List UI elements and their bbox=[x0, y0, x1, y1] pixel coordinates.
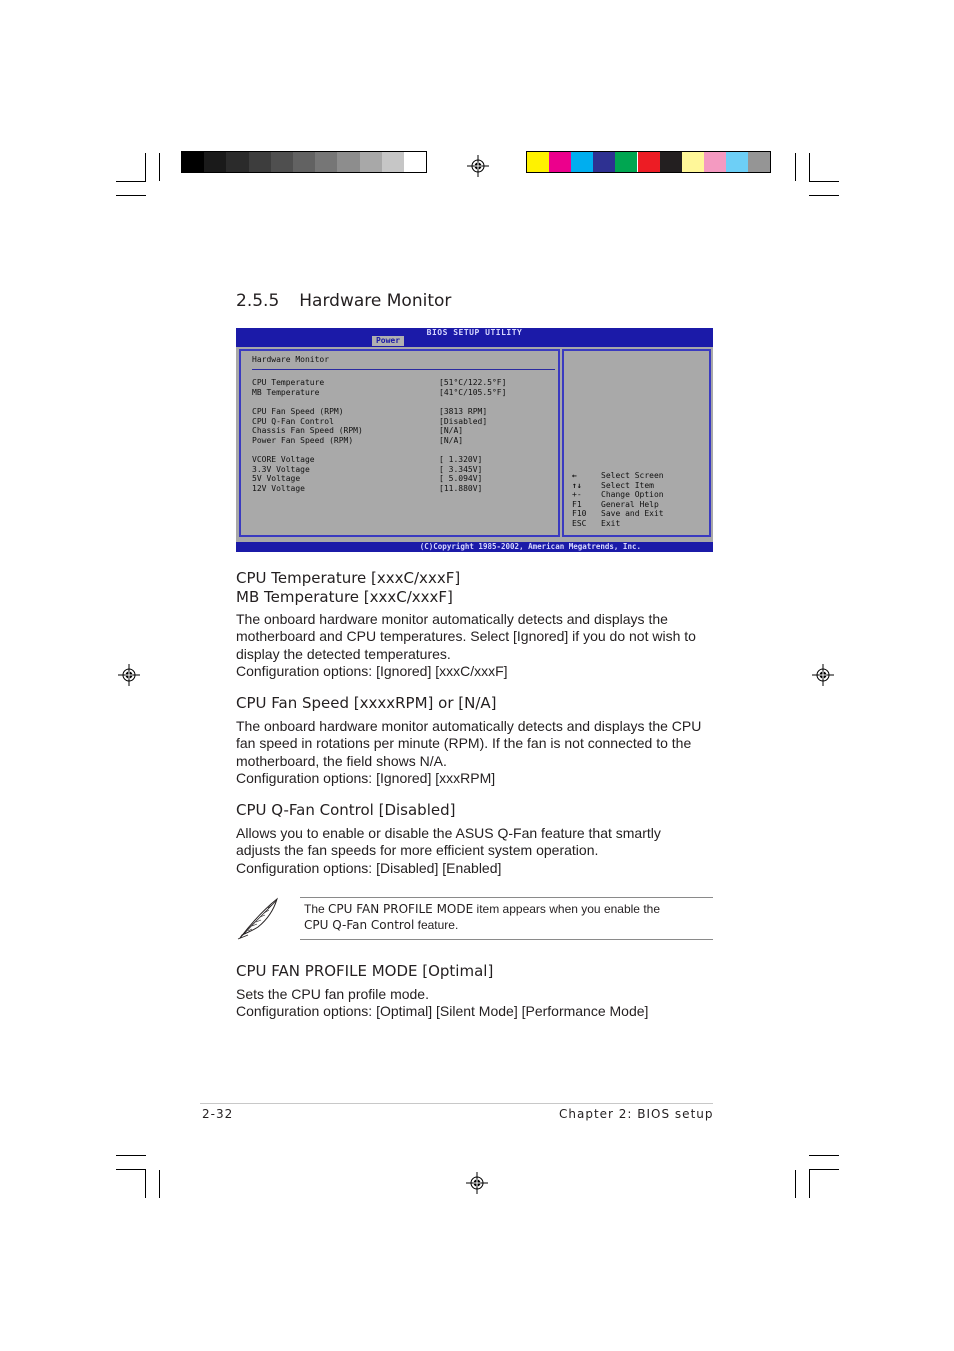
section-heading bbox=[236, 291, 451, 311]
bios-divider bbox=[252, 369, 555, 370]
bios-row-label[interactable]: 5V Voltage bbox=[252, 474, 301, 484]
gray-swatch bbox=[382, 152, 404, 172]
item-body-q-fan bbox=[236, 825, 714, 877]
gray-swatch bbox=[271, 152, 293, 172]
note-bottom-rule bbox=[300, 939, 713, 940]
section-number: 2.5.5 bbox=[236, 291, 280, 311]
gray-swatch bbox=[182, 152, 204, 172]
gray-swatch bbox=[249, 152, 271, 172]
gray-swatch bbox=[315, 152, 337, 172]
bios-key-action: Save and Exit bbox=[601, 509, 664, 519]
chapter-title: Chapter 2: BIOS setup bbox=[559, 1107, 714, 1121]
bios-copyright: (C)Copyright 1985-2002, American Megatrends, Inc. bbox=[236, 542, 713, 552]
item-heading-cpu-q-fan-control: CPU Q-Fan Control [Disabled] bbox=[236, 801, 456, 819]
color-swatch bbox=[748, 152, 770, 172]
bios-row-label[interactable]: VCORE Voltage bbox=[252, 455, 315, 464]
color-swatch bbox=[527, 152, 549, 172]
bios-row-label[interactable]: Power Fan Speed (RPM) bbox=[252, 435, 354, 445]
bios-row-label[interactable]: 12V Voltage bbox=[252, 483, 305, 493]
page-number: 2-32 bbox=[202, 1107, 234, 1121]
config-options: Configuration options: [Optimal] [Silent Mode] [Performance Mode] bbox=[236, 1003, 649, 1020]
feather-quill-icon bbox=[236, 895, 282, 941]
gray-swatch bbox=[404, 152, 426, 172]
item-body-fan-speed bbox=[236, 718, 714, 787]
bios-row-value[interactable]: [41°C/105.5°F] bbox=[439, 387, 507, 397]
bios-row-label[interactable]: Chassis Fan Speed (RPM) bbox=[252, 426, 363, 436]
bios-tab-power: Power bbox=[372, 336, 404, 346]
registration-mark-icon bbox=[466, 1172, 488, 1194]
bios-panel-title: Hardware Monitor bbox=[252, 355, 330, 364]
gray-swatch bbox=[293, 152, 315, 172]
gray-swatch bbox=[360, 152, 382, 172]
body-line: Sets the CPU fan profile mode. bbox=[236, 986, 429, 1002]
bios-row-value[interactable]: [11.880V] bbox=[439, 483, 483, 493]
bios-key: +- bbox=[572, 490, 582, 500]
item-subheading-mb-temperature: MB Temperature [xxxC/xxxF] bbox=[236, 588, 453, 606]
bios-row-label[interactable]: CPU Q-Fan Control bbox=[252, 416, 334, 426]
bios-row-value[interactable]: [ 5.094V] bbox=[439, 474, 483, 484]
color-swatch bbox=[704, 152, 726, 172]
bios-key-action: Exit bbox=[601, 519, 621, 528]
config-options: Configuration options: [Disabled] [Enabled] bbox=[236, 859, 502, 876]
note-text: The CPU FAN PROFILE MODE item appears when you enable the CPU Q-Fan Control feature. bbox=[304, 902, 660, 932]
color-swatch bbox=[682, 152, 704, 172]
color-swatch bbox=[593, 152, 615, 172]
bios-row-value[interactable]: [3813 RPM] bbox=[439, 407, 488, 416]
bios-row-value[interactable]: [Disabled] bbox=[439, 416, 488, 426]
note-term-cpu-q-fan-control: CPU Q-Fan Control bbox=[304, 918, 415, 932]
bios-key: F10 bbox=[572, 509, 587, 519]
config-options: Configuration options: [Ignored] [xxxC/xxxF] bbox=[236, 662, 508, 679]
color-swatch bbox=[660, 152, 682, 172]
color-swatch bbox=[638, 152, 660, 172]
item-body-temperature bbox=[236, 611, 714, 680]
bios-title-bar bbox=[236, 328, 713, 347]
bios-main-panel bbox=[239, 349, 560, 537]
note-term-cpu-fan-profile-mode: CPU FAN PROFILE MODE bbox=[328, 902, 474, 916]
body-line: display the detected temperatures. bbox=[236, 645, 451, 662]
bios-row-label[interactable]: CPU Fan Speed (RPM) bbox=[252, 407, 344, 416]
gray-swatch-bar bbox=[181, 151, 427, 173]
color-swatch-bar bbox=[526, 151, 771, 173]
body-line: motherboard, the field shows N/A. bbox=[236, 752, 447, 769]
section-title: Hardware Monitor bbox=[299, 291, 452, 311]
bios-row-label[interactable]: MB Temperature bbox=[252, 387, 320, 397]
config-options: Configuration options: [Ignored] [xxxRPM] bbox=[236, 769, 496, 786]
body-line: The onboard hardware monitor automatically detects and displays the bbox=[236, 611, 668, 627]
body-line: Allows you to enable or disable the ASUS Q-Fan feature that smartly bbox=[236, 825, 661, 841]
bios-key: ESC bbox=[572, 519, 587, 528]
color-swatch bbox=[615, 152, 637, 172]
color-swatch bbox=[549, 152, 571, 172]
registration-mark-icon bbox=[467, 155, 489, 177]
body-line: motherboard and CPU temperatures. Select [Ignored] if you do not wish to bbox=[236, 628, 696, 645]
bios-key: ↑↓ bbox=[572, 480, 582, 490]
item-heading-cpu-fan-profile-mode: CPU FAN PROFILE MODE [Optimal] bbox=[236, 962, 494, 980]
bios-row-value[interactable]: [N/A] bbox=[439, 426, 464, 436]
bios-key-action: General Help bbox=[601, 499, 659, 509]
registration-mark-icon bbox=[118, 664, 140, 686]
bios-row-value[interactable]: [ 1.320V] bbox=[439, 455, 483, 464]
bios-key-action: Select Item bbox=[601, 480, 654, 490]
bios-row-value[interactable]: [N/A] bbox=[439, 435, 464, 445]
bios-screenshot bbox=[236, 328, 713, 552]
bios-key: F1 bbox=[572, 499, 582, 509]
color-swatch bbox=[726, 152, 748, 172]
color-swatch bbox=[571, 152, 593, 172]
body-line: fan speed in rotations per minute (RPM). If the fan is not connected to the bbox=[236, 735, 692, 752]
footer-rule bbox=[200, 1103, 713, 1104]
gray-swatch bbox=[226, 152, 248, 172]
bios-key: ← bbox=[572, 471, 577, 480]
item-body-fan-profile bbox=[236, 986, 714, 1021]
bios-row-value[interactable]: [ 3.345V] bbox=[439, 464, 483, 474]
gray-swatch bbox=[337, 152, 359, 172]
note-top-rule bbox=[300, 897, 713, 898]
registration-mark-icon bbox=[812, 664, 834, 686]
item-heading-cpu-temperature: CPU Temperature [xxxC/xxxF] bbox=[236, 569, 461, 587]
gray-swatch bbox=[204, 152, 226, 172]
bios-help-panel bbox=[562, 349, 711, 537]
bios-key-action: Change Option bbox=[601, 490, 664, 500]
bios-key-action: Select Screen bbox=[601, 471, 664, 480]
item-heading-cpu-fan-speed: CPU Fan Speed [xxxxRPM] or [N/A] bbox=[236, 694, 497, 712]
body-line: adjusts the fan speeds for more efficient system operation. bbox=[236, 842, 599, 859]
bios-row-label[interactable]: 3.3V Voltage bbox=[252, 464, 310, 474]
body-line: The onboard hardware monitor automatically detects and displays the CPU bbox=[236, 718, 702, 734]
bios-title: BIOS SETUP UTILITY bbox=[426, 328, 523, 337]
bios-row-value[interactable]: [51°C/122.5°F] bbox=[439, 378, 507, 387]
bios-row-label[interactable]: CPU Temperature bbox=[252, 378, 325, 387]
